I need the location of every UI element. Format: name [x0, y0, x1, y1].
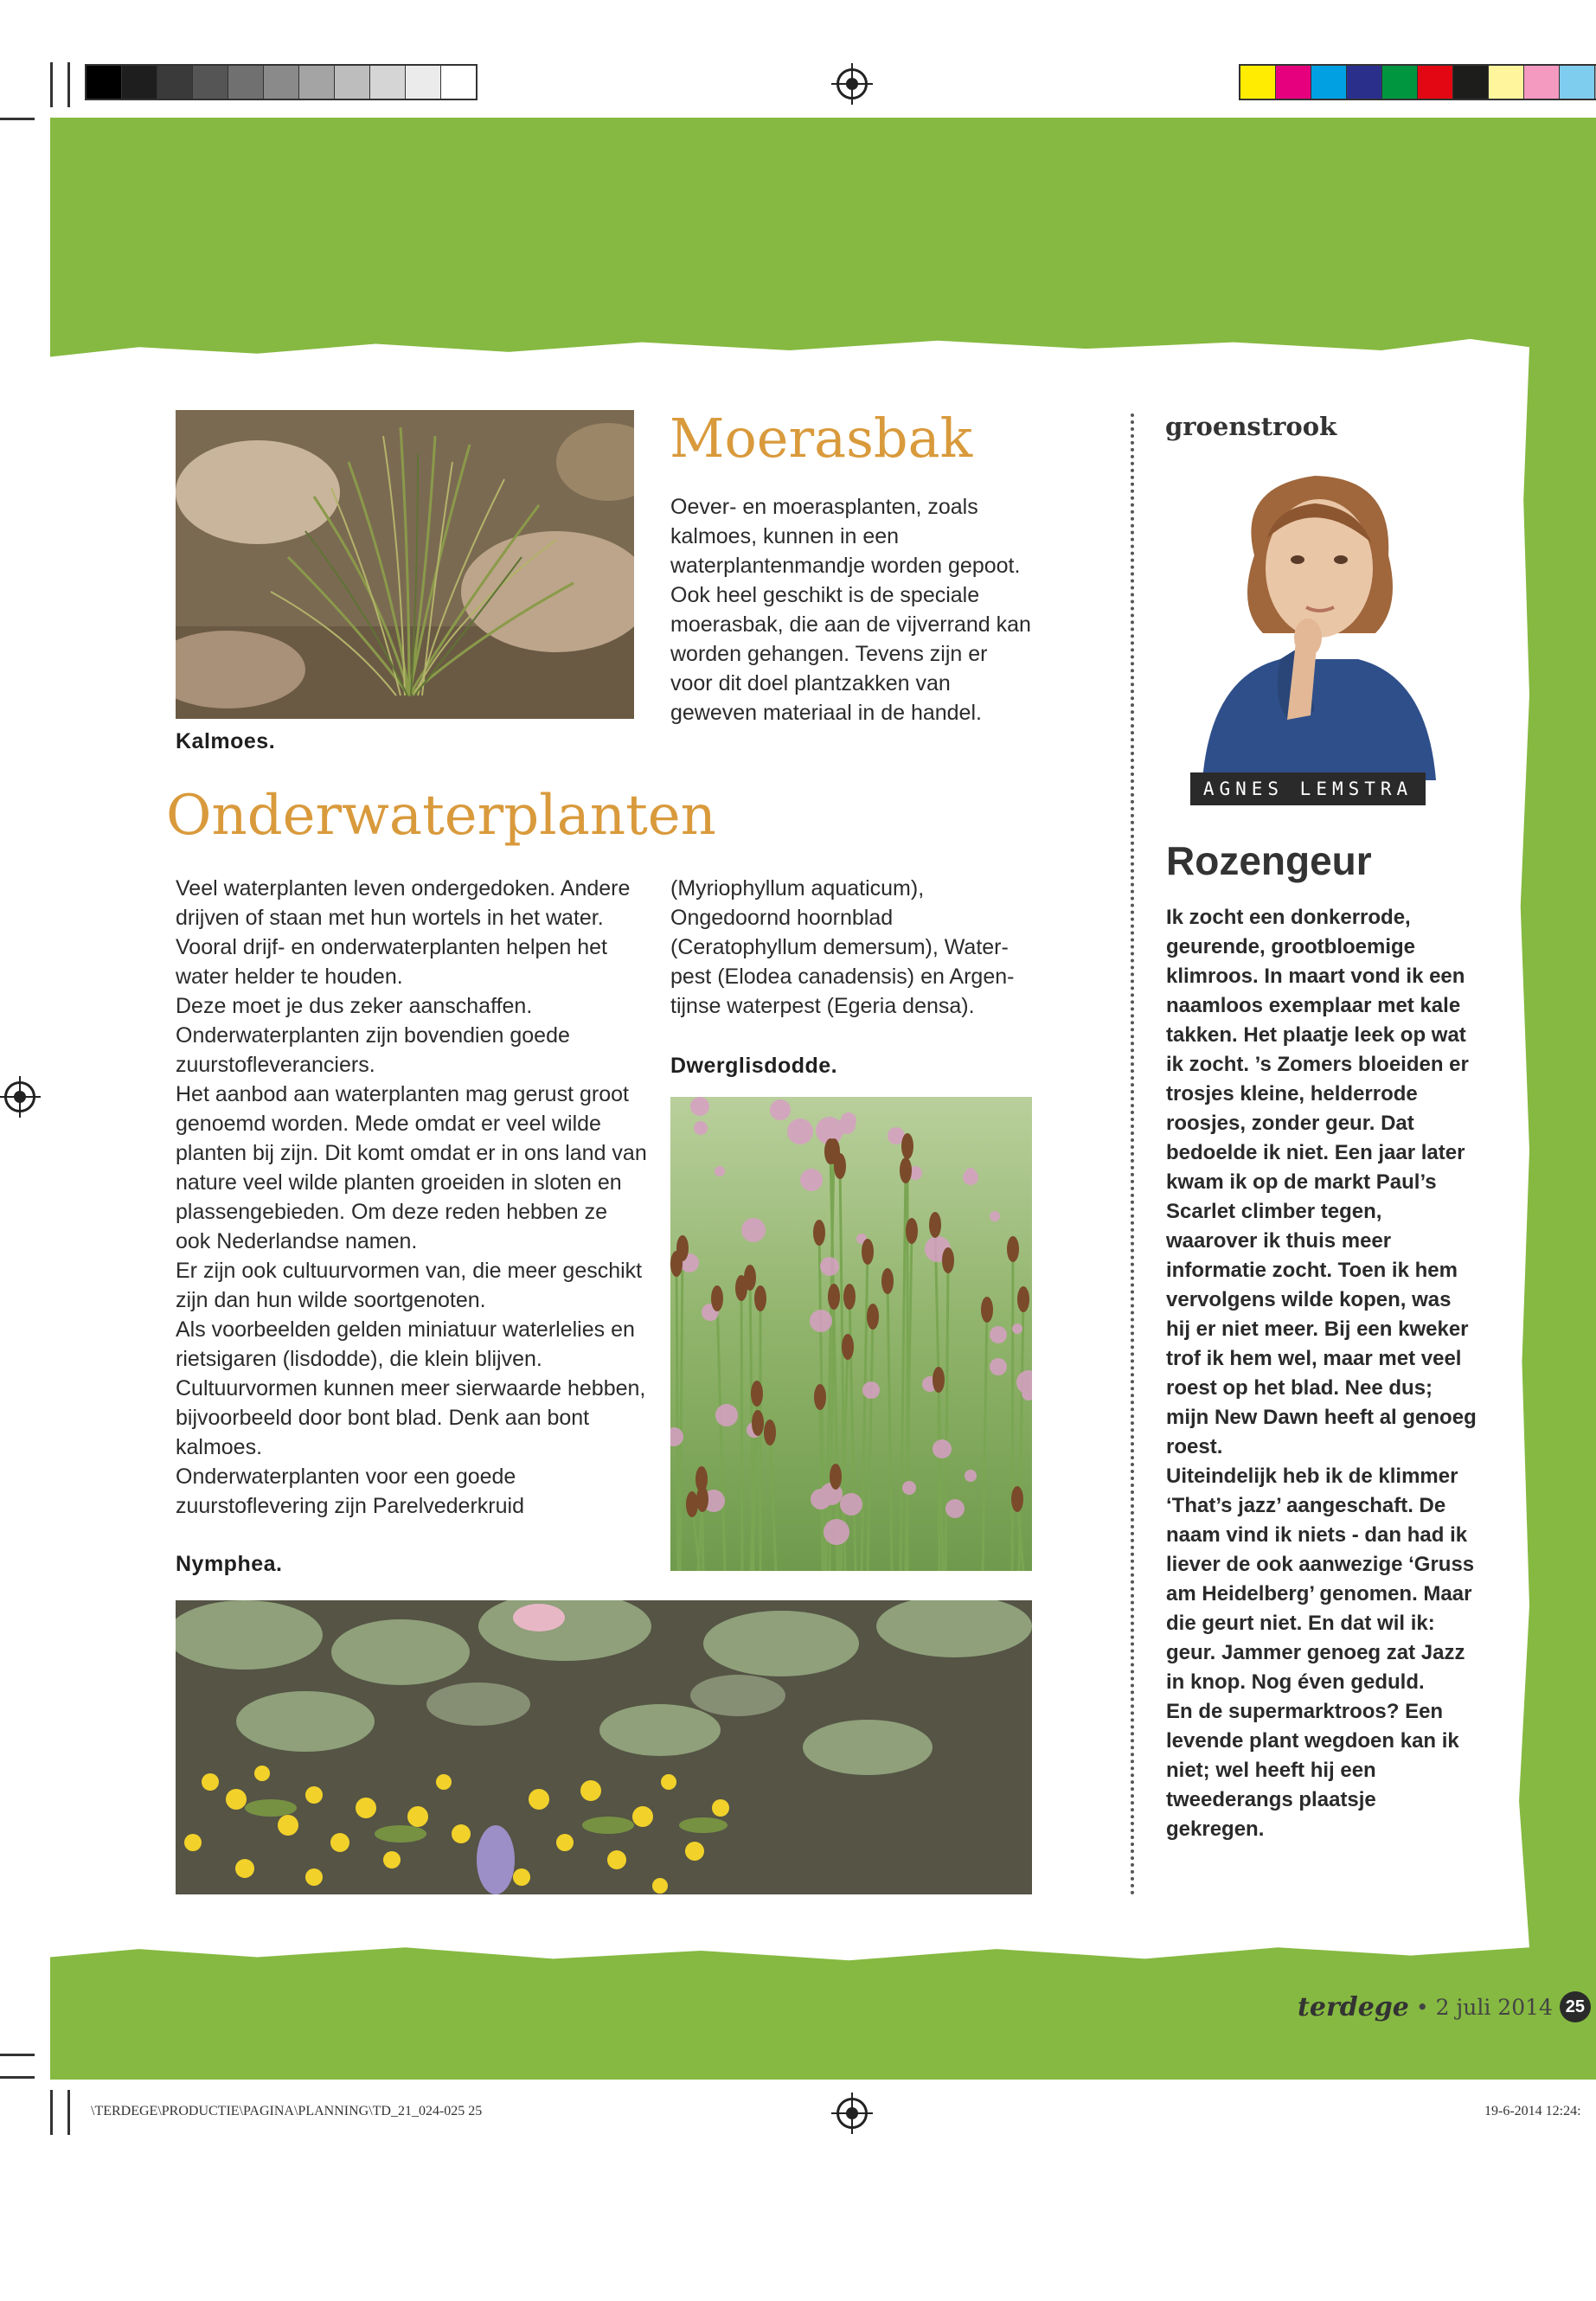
cattail-head — [1007, 1236, 1019, 1262]
cattail-head — [814, 1384, 826, 1410]
groenstrook-label: groenstrook — [1165, 412, 1337, 441]
cattail-head — [901, 1133, 913, 1159]
cattail-head — [670, 1251, 683, 1277]
color-swatch — [193, 66, 228, 99]
color-swatch — [1418, 66, 1453, 99]
registration-mark-icon — [836, 68, 868, 99]
column-paragraph: Uiteindelijk heb ik de klimmer ‘That’s jazz’ aangeschaft. De naam vind ik niets - dan had ik liever de ook aanwezige ‘Gruss am Heidelberg’ genomen. Maar die geurt niet. En dat wil ik: geur. Jammer genoeg zat Jazz in knop. Nog éven geduld. — [1166, 1465, 1475, 1694]
print-slug-left: \TERDEGE\PRODUCTIE\PAGINA\PLANNING\TD_21_024-025 25 — [91, 2104, 483, 2118]
registration-mark-icon — [836, 2098, 868, 2129]
column-title: Rozengeur — [1166, 838, 1372, 883]
pink-flower — [824, 1519, 849, 1545]
crop-mark — [67, 62, 70, 107]
nymphea-caption: Nymphea. — [176, 1552, 283, 1576]
color-swatch — [122, 66, 157, 99]
color-swatch — [406, 66, 441, 99]
cattail-head — [843, 1284, 856, 1310]
cattail-head — [906, 1218, 918, 1244]
cattail-head — [1017, 1286, 1029, 1312]
color-swatch — [157, 66, 193, 99]
cattail-head — [764, 1420, 776, 1445]
onderwater-paragraph: Veel waterplanten leven ondergedoken. Andere drijven of staan met hun wortels in het water. Vooral drijf- en onderwaterplanten helpen het water helder te houden. — [176, 876, 631, 989]
cattail-head — [842, 1334, 854, 1360]
color-swatch — [1240, 66, 1276, 99]
issue-date: 2 juli 2014 — [1435, 1994, 1553, 2020]
cattail-head — [754, 1285, 766, 1311]
gray-color-bar — [85, 64, 478, 100]
pink-flower — [787, 1118, 813, 1144]
color-swatch — [264, 66, 299, 99]
onderwater-column-2 — [670, 874, 1042, 1021]
cattail-stem — [676, 1264, 678, 1571]
pink-flower — [820, 1257, 839, 1276]
pink-flower — [965, 1470, 977, 1482]
cattail-head — [942, 1247, 954, 1273]
cattail-head — [828, 1284, 840, 1310]
onderwater-paragraph: Onderwaterplanten voor een goede zuurstoflevering zijn Parelvederkruid — [176, 1465, 524, 1518]
cattail-head — [751, 1381, 763, 1407]
dwerglisdodde-photo — [670, 1097, 1032, 1571]
cattail-head — [881, 1268, 894, 1294]
color-swatch — [1453, 66, 1489, 99]
registration-mark-icon — [4, 1081, 35, 1112]
cattail-head — [862, 1239, 874, 1265]
cattail-head — [867, 1304, 879, 1330]
cattail-head — [744, 1265, 756, 1291]
cattail-head — [1011, 1486, 1023, 1512]
onderwater-paragraph: (Myriophyllum aquaticum), Ongedoornd hoornblad (Ceratophyllum demersum), Water-pest (Elodea canadensis) en Argen-tijnse waterpest (Egeria densa). — [670, 876, 1015, 1018]
color-swatch — [299, 66, 335, 99]
onderwater-paragraph: Cultuurvormen kunnen meer sierwaarde hebben, bijvoorbeeld door bont blad. Denk aan bont kalmoes. — [176, 1376, 646, 1459]
kalmoes-photo — [176, 410, 634, 719]
pink-flower — [741, 1218, 766, 1242]
kalmoes-caption: Kalmoes. — [176, 729, 276, 753]
author-name-tag: AGNES LEMSTRA — [1190, 772, 1426, 805]
pink-flower — [933, 1439, 952, 1458]
crop-mark — [0, 2054, 35, 2056]
moerasbak-paragraph: Oever- en moerasplanten, zoals kalmoes, kunnen in een waterplantenmandje worden gepoot. Ook heel geschikt is de speciale moerasbak, die aan de vijverrand kan worden gehangen. Tevens zijn er voor dit doel plantzakken van geweven materiaal in de handel. — [670, 495, 1031, 725]
crop-mark — [50, 2090, 53, 2135]
color-swatch — [441, 66, 476, 99]
dwerglisdodde-caption: Dwerglisdodde. — [670, 1054, 838, 1078]
brand-logo: terdege — [1298, 1991, 1409, 2022]
pink-flower — [990, 1326, 1007, 1343]
pink-flower — [990, 1358, 1007, 1375]
color-swatch — [1382, 66, 1418, 99]
moerasbak-title: Moerasbak — [670, 407, 973, 470]
color-swatch — [370, 66, 406, 99]
onderwater-paragraph: Als voorbeelden gelden miniatuur waterlelies en rietsigaren (lisdodde), die klein blijven. — [176, 1317, 635, 1371]
onderwater-column-1 — [176, 874, 647, 1521]
cattail-head — [711, 1285, 723, 1311]
color-swatch — [87, 66, 122, 99]
color-swatch — [228, 66, 264, 99]
cattail-head — [813, 1220, 825, 1246]
cattail-head — [834, 1153, 846, 1179]
onderwaterplanten-title: Onderwaterplanten — [166, 784, 716, 848]
print-slug-right: 19-6-2014 12:24: — [1484, 2104, 1581, 2118]
process-color-bar — [1239, 64, 1596, 100]
pink-flower — [694, 1121, 708, 1135]
cattail-head — [686, 1491, 698, 1517]
cattail-stem — [741, 1288, 742, 1571]
crop-mark — [67, 2090, 70, 2135]
pink-flower — [770, 1099, 791, 1120]
pink-flower — [1012, 1324, 1022, 1334]
moerasbak-text — [670, 492, 1034, 727]
column-body — [1166, 903, 1477, 1844]
pink-flower — [811, 1489, 831, 1509]
onderwater-paragraph: Er zijn ook cultuurvormen van, die meer geschikt zijn dan hun wilde soortgenoten. — [176, 1259, 643, 1312]
author-portrait — [1185, 460, 1445, 780]
page-number: 25 — [1560, 1991, 1591, 2022]
color-swatch — [1524, 66, 1560, 99]
color-swatch — [1311, 66, 1347, 99]
cattail-head — [933, 1367, 945, 1393]
color-swatch — [1276, 66, 1311, 99]
pink-flower — [840, 1493, 862, 1516]
cattail-head — [830, 1464, 842, 1490]
pink-flower — [800, 1169, 823, 1191]
cattail-head — [752, 1410, 764, 1436]
pink-flower — [945, 1499, 965, 1518]
cattail-head — [900, 1157, 912, 1183]
color-swatch — [335, 66, 370, 99]
column-paragraph: Ik zocht een donkerrode, geurende, grootbloemige klimroos. In maart vond ik een naamloos exemplaar met kale takken. Het plaatje leek op wat ik zocht. ’s Zomers bloeiden er trosjes kleine, helderrode roosjes, zonder geur. Dat bedoelde ik niet. Een jaar later kwam ik op de markt Paul’s Scarlet climber tegen, waarover ik thuis meer informatie zocht. Toen ik hem vervolgens wilde kopen, was hij er niet meer. Bij een kweker trof ik hem wel, maar met veel roest op het blad. Nee dus; mijn New Dawn heeft al genoeg roest. — [1166, 906, 1477, 1458]
color-swatch — [1347, 66, 1382, 99]
pink-flower — [963, 1170, 978, 1185]
pink-flower — [902, 1481, 916, 1495]
cattail-head — [696, 1486, 708, 1512]
pink-flower — [810, 1310, 832, 1332]
cattail-head — [981, 1297, 993, 1323]
crop-mark — [0, 2076, 35, 2079]
crop-mark — [0, 118, 35, 120]
column-paragraph: En de supermarktroos? Een levende plant wegdoen kan ik niet; wel heeft hij een tweederangs plaatsje gekregen. — [1166, 1700, 1459, 1841]
pink-flower — [862, 1381, 880, 1399]
footer-separator: • — [1415, 1994, 1429, 2020]
column-divider — [1131, 413, 1134, 1896]
crop-mark — [50, 62, 53, 107]
color-swatch — [1489, 66, 1524, 99]
color-swatch — [1560, 66, 1595, 99]
cattail-stem — [1012, 1249, 1013, 1571]
pink-flower — [715, 1166, 725, 1176]
pink-flower — [690, 1097, 709, 1116]
pink-flower — [715, 1404, 738, 1426]
page-footer — [1298, 1991, 1591, 2022]
nymphea-photo — [176, 1600, 1032, 1894]
pink-flower — [990, 1211, 1000, 1221]
cattail-head — [929, 1212, 941, 1238]
onderwater-paragraph: Het aanbod aan waterplanten mag gerust groot genoemd worden. Mede omdat er veel wilde planten bij zijn. Dit komt omdat er in ons land van nature veel wilde planten groeiden in sloten en plassengebieden. Om deze reden hebben ze ook Nederlandse namen. — [176, 1082, 647, 1253]
onderwater-paragraph: Deze moet je dus zeker aanschaffen. Onderwaterplanten zijn bovendien goede zuurstofleveranciers. — [176, 994, 570, 1077]
